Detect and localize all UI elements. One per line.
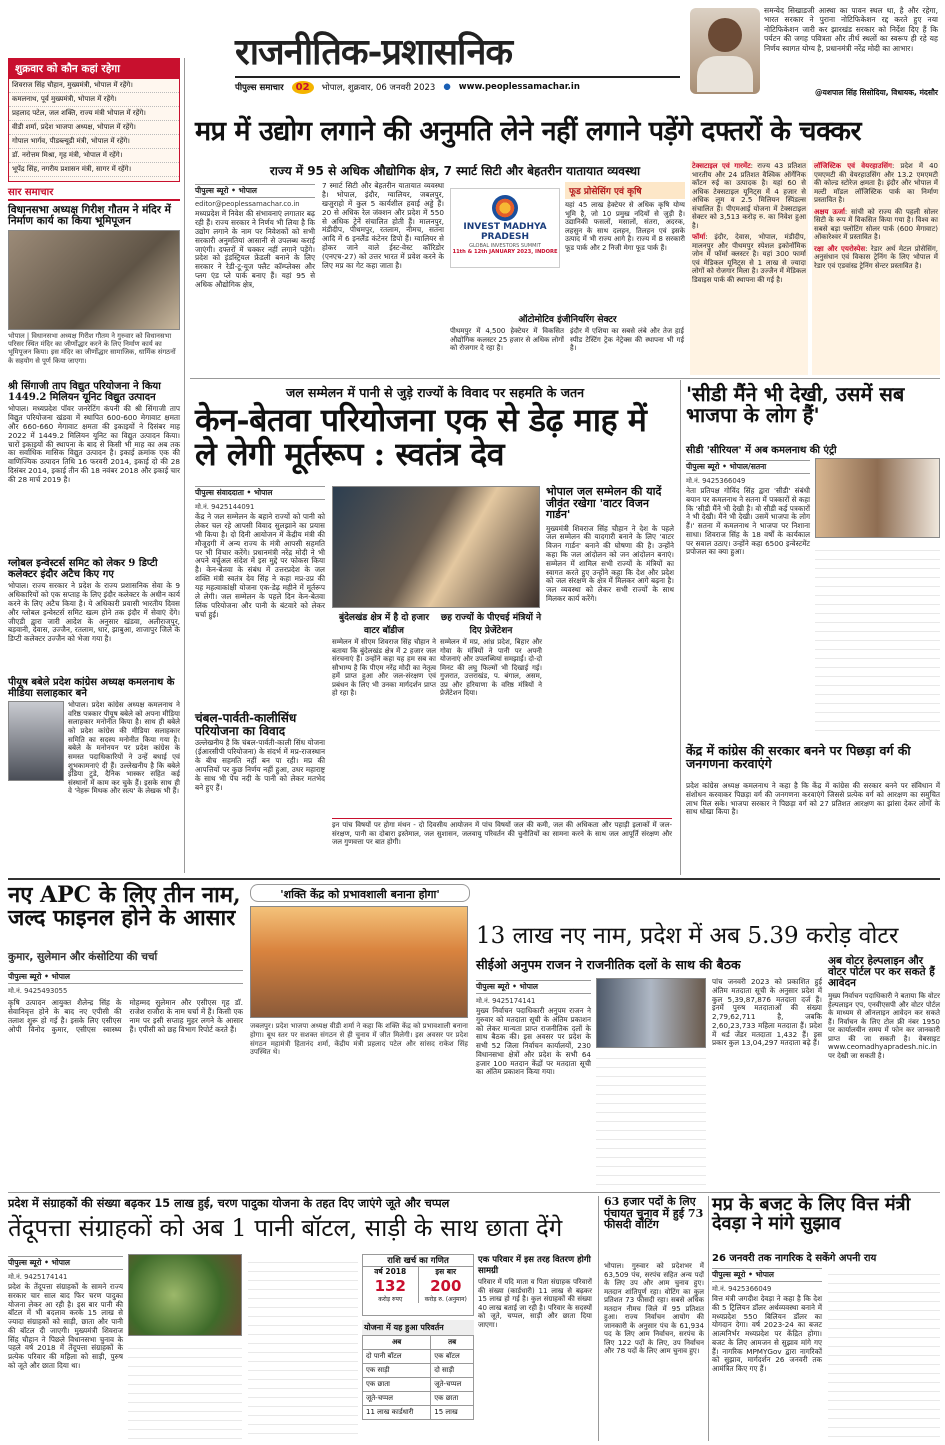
bundelkhand-title: बुंदेलखंड क्षेत्र में है दो हजार वाटर बॉडीज	[338, 613, 430, 636]
lead-col1	[195, 182, 315, 372]
divider-h	[8, 1192, 940, 1193]
ken-body1: केंद्र ने जल सम्मेलन के बहाने राज्यों को पानी को लेकर चल रहे आपसी विवाद सुलझाने का प्रयास भी किया है। दो दिनी आयोजन में केंद्रीय मंत्री की मौजूदगी में अन्य राज्य के मंत्री आपसी सहमति पर भी विचार करेंगे। प्रधानमंत्री नरेंद्र मोदी ने भी अपने वर्चुअल संदेश में इस मुद्दे पर फोकस किया है। केन-बेतवा के संबंध में उत्तरप्रदेश के जल शक्ति मंत्री स्वतंत्र देव सिंह ने कहा मप्र-उप्र की यह महत्वाकांक्षी योजना एक-डेढ़ महीने में मूर्तरूप ले लेगी। जल सम्मेलन के पहले दिन केन-बेतवा लिंक परियोजना और पानी के बंटवारे को लेकर चर्चा हुई।	[195, 512, 325, 619]
saar-s1-photo	[8, 230, 180, 330]
friday-box	[8, 58, 180, 182]
voter-photo	[596, 978, 706, 1048]
cd-body2: प्रदेश कांग्रेस अध्यक्ष कमलनाथ ने कहा है कि केंद्र में कांग्रेस की सरकार बनने पर संविधान में संशोधन करवाकर पिछड़ा वर्ग की जनगणना करवाएंगे जिससे प्रत्येक वर्ग को आरक्षण का समुचित लाभ मिल सके। भाजपा सरकार ने पिछड़ा वर्ग को 27 प्रतिशत आरक्षण का झांसा देकर लोगों के साथ धोखा किया है।	[686, 781, 940, 817]
sammelan-body: मुख्यमंत्री शिवराज सिंह चौहान ने देश के पहले जल सम्मेलन की यादगारी बनाने के लिए 'वाटर विजन गार्डन' बनाने की घोषणा की है। उन्होंने कहा कि जल आंदोलन को जन आंदोलन बनाएं। सम्मेलन में शामिल सभी राज्यों के मंत्रियों का स्वागत करते हुए उन्होंने कहा कि देश और प्रदेश को जल संरक्षण के क्षेत्र में मिलकर आगे बढ़ना है। जल व्यवस्था को लेकर सभी राज्यों के साथ मिलकर कार्य करेंगे।	[546, 523, 674, 603]
cost-now-unit: करोड़ रु. (अनुमान)	[424, 1296, 467, 1303]
quote-text: समन्वेद सिखाडजी आस्था का पावन स्थल था, है और रहेगा, भारत सरकार ने पुराना नोटिफिकेशन रद्द करते हुए नया नोटिफिकेशन जारी कर झारखंड सरकार को निर्देश दिए हैं कि पर्यटन की जगह पवित्रता और तीर्थ स्थलों का स्वरूप ही रहे यह निर्णय स्वागत योग्य है, प्रधानमंत्री नरेंद्र मोदी का आभार।	[764, 6, 938, 53]
budget-subhead: 26 जनवरी तक नागरिक दे सकेंगे अपनी राय	[712, 1253, 877, 1264]
quote-photo	[690, 8, 760, 94]
list-item: गोपाल भार्गव, पीडब्ल्यूडी मंत्री, भोपाल में रहेंगे।	[9, 135, 179, 149]
friday-list	[9, 79, 179, 177]
helpline-body: मुख्य निर्वाचन पदाधिकारी ने बताया कि वोटर हेल्पलाइन एप, एनवीएसपी और वोटर पोर्टल के माध्यम से ऑनलाइन आवेदन कर सकते हैं। निर्वाचन के लिए टोल फ्री नंबर 1950 पर कार्यालयीन समय में फोन कर जानकारी प्राप्त की जा सकती है। वेबसाइट www.ceomadhyapradesh.nic.in पर देखी जा सकती है।	[828, 992, 940, 1060]
table-row: जूते-चप्पल एक छाता	[363, 1392, 474, 1406]
byline: पीपुल्स ब्यूरो • भोपाल	[476, 980, 591, 994]
voter-headline: 13 लाख नए नाम, प्रदेश में अब 5.39 करोड़ वोटर	[476, 923, 899, 949]
cost-year-label: वर्ष 2018	[374, 1267, 407, 1276]
auto-body-left: पीथमपुर में 4,500 हेक्टेयर में विकसित औद्योगिक कलस्टर 25 हजार से अधिक लोगों को रोजगार दे रहा है।	[450, 327, 564, 353]
food-title: फूड प्रोसेसिंग एवं कृषि	[565, 182, 685, 199]
cost-table-title: राशि खर्च का गणित	[363, 1255, 473, 1267]
bundelkhand-box	[332, 610, 436, 740]
aero-body: : रेडार अर्थ मेटल प्रोसेसिंग, अनुसंधान एवं विकास ट्रेनिंग के लिए भोपाल में रेडार एवं एडवांस्ड ट्रेनिंग सेन्टर प्रस्तावित है।	[814, 244, 938, 270]
six-states-body: सम्मेलन में मप्र, आंध्र प्रदेश, बिहार और गोवा के मंत्रियों ने पानी पर अपनी योजनाएं और उपलब्धियां समझाईं। दो-दो मिनट की लघु फिल्मों भी दिखाई गई। गुजरात, उत्तराखंड, प. बंगाल, असम, उप्र और हरियाणा के वरिष्ठ मंत्रियों ने प्रेजेंटेशन दिया।	[440, 638, 543, 698]
cost-now-value: 200	[430, 1277, 462, 1295]
quote-author: @यशपाल सिंह सिसोदिया, विधायक, मंदसौर	[815, 88, 938, 97]
dateline: भोपाल, शुक्रवार, 06 जनवरी 2023	[321, 82, 436, 93]
six-states-box	[440, 610, 542, 740]
cd-col	[686, 458, 810, 738]
cost-table-box	[362, 1254, 474, 1316]
panchayat-headline: 63 हजार पदों के लिए पंचायत चुनाव में हुई 73 फीसदी वोटिंग	[604, 1195, 704, 1232]
voter-body2: पांच जनवरी 2023 को प्रकाशित हुई अंतिम मतदाता सूची के अनुसार प्रदेश में कुल 5,39,87,876 मतदाता दर्ज हैं। इनमें पुरुष मतदाताओं की संख्या 2,79,62,711 है, जबकि 2,60,23,733 महिला मतदाता हैं। प्रदेश में थर्ड जेंडर मतदाता 1,432 हैं। इस प्रकार कुल 13,04,297 मतदाता बढ़े हैं।	[712, 977, 822, 1048]
apc-col	[8, 968, 243, 1188]
page-number: 02	[292, 81, 314, 94]
saar-label: सार समाचार	[8, 184, 180, 201]
table-header: अब	[363, 1336, 431, 1350]
shakti-photo	[250, 906, 468, 1018]
apc-headline: नए APC के लिए तीन नाम, जल्द फाइनल होने के आसार	[8, 882, 241, 932]
divider-h	[8, 878, 940, 880]
lead-email[interactable]: editor@peoplessamachar.co.in	[195, 200, 300, 208]
cd-headline: 'सीडी मैंने भी देखी, उसमें सब भाजपा के लोग हैं'	[686, 382, 905, 427]
six-states-title: छह राज्यों के पीएचई मंत्रियों ने दिए प्रेजेंटेशन	[440, 613, 542, 636]
saar-s3-title: ग्लोबल इन्वेस्टर्स समिट को लेकर 9 डिप्टी कलेक्टर इंदौर अटैच किए गए	[8, 558, 158, 580]
cd-subhead2: केंद्र में कांग्रेस की सरकार बनने पर पिछड़ा वर्ग की जनगणना करवाएंगे	[686, 743, 911, 772]
saar-column	[8, 184, 180, 874]
column-divider	[598, 1196, 599, 1441]
lead-subhead: राज्य में 95 से अधिक औद्योगिक क्षेत्र, 7 स्मार्ट सिटी और बेहतरीन यातायात व्यवस्था	[269, 164, 641, 178]
aero-tag: रक्षा और एयरोस्पेस	[814, 244, 866, 253]
invest-logo-text: INVEST MADHYA PRADESH	[463, 222, 547, 242]
section-title: राजनीतिक-प्रशासनिक	[235, 31, 513, 73]
shakti-caption: जबलपुर। प्रदेश भाजपा अध्यक्ष वीडी शर्मा ने कहा कि शक्ति केंद्र को प्रभावशाली बनाना होगा। बूथ स्तर पर सशक्त संगठन से ही चुनाव में जीत मिलेगी। इस अवसर पर प्रदेश संगठन महामंत्री हितानंद शर्मा, केंद्रीय मंत्री प्रहलाद पटेल और सांसद राकेश सिंह उपस्थित थे।	[250, 1022, 468, 1057]
budget-col	[712, 1266, 822, 1441]
budget-body: वित्त मंत्री जगदीश देवड़ा ने कहा है कि देश की 5 ट्रिलियन डॉलर अर्थव्यवस्था बनाने में मध्यप्रदेश 550 बिलियन डॉलर का योगदान देगा। वर्ष 2023-24 का बजट आत्मनिर्भर मध्यप्रदेश पर केंद्रित होगा। बजट के लिए आमजन से सुझाव मांगे गए हैं। नागरिक MPMYGov द्वारा नागरिकों को सुझाव, मार्गदर्शन 26 जनवरी तक आमंत्रित किए गए हैं।	[712, 1294, 822, 1374]
lead-body2: 7 स्मार्ट सिटी और बेहतरीन यातायात व्यवस्था है। भोपाल, इंदौर, ग्वालियर, जबलपुर, खजुराहो में कुल 5 कार्यशील हवाई अड्डे हैं। 20 से अधिक रेल जंक्शन और प्रदेश में 550 से अधिक ट्रेनें संचालित होती हैं। मालनपुर, मंडीदीप, पीथमपुर, रतलाम, नीमच, सतना आदि में 6 इनलैंड कंटेनर डिपो हैं। ग्वालियर से होकर जाने वाले ईस्ट-वेस्ट कॉरिडोर (एनएच-27) को उत्तर भारत में प्रवेश करने के लिए मप्र का गेट कहा जाता है।	[322, 181, 444, 271]
voter-subhead: सीईओ अनुपम राजन ने राजनीतिक दलों के साथ की बैठक	[476, 957, 741, 972]
cd-body: नेता प्रतिपक्ष गोविंद सिंह द्वारा 'सीडी' संबंधी बयान पर कमलनाथ ने सतना में पत्रकारों से कहा कि 'सीडी मैंने भी देखी है। वो सीडी कई पत्रकारों ने भी देखी। मैंने भी देखी। उसमें भाजपा के लोग हैं।' सतना में कमलनाथ ने भाजपा पर निशाना साधा। शिवराज सिंह के 18 वर्षों के कार्यकाल पर सवाल उठाए। उन्होंने कहा 6500 इन्वेस्टमेंट प्रपोजल का क्या हुआ।	[686, 486, 810, 557]
lead-body1: मध्यप्रदेश में निवेश की संभावनाएं लगातार बढ़ रही हैं। राज्य सरकार ने निर्णय भी लिया है कि उद्योग लगाने के नाम पर निवेशकों को सभी सरकारी अनुमतियां आसानी से उपलब्ध कराई जाएंगी। दफ्तरों में चक्कर नहीं लगाने पड़ेंगे। प्रदेश को इंडस्ट्रियल फ्रेंडली बनाने के लिए सरकार ने रेडी-टू-यूज फ्लैट कॉम्प्लेक्स और प्लग एंड प्ले पार्क बनाए हैं। यहां 95 से अधिक औद्योगिक क्षेत्र,	[195, 209, 315, 290]
auto-box	[450, 312, 685, 372]
energy-tag: अक्षय ऊर्जा	[814, 207, 845, 216]
cd-body-cont	[815, 542, 940, 738]
saar-s4-photo	[8, 701, 64, 781]
tendu-headline: तेंदूपत्ता संग्राहकों को अब 1 पानी बॉटल, साड़ी के साथ छाता देंगे	[8, 1214, 563, 1242]
saar-s3-body: भोपाल। राज्य सरकार ने प्रदेश के राज्य प्रशासनिक सेवा के 9 अधिकारियों को एक सप्ताह के लिए इंदौर कलेक्टर के अधीन कार्य करने के लिए अटैच किया है। ये अधिकारी प्रवासी भारतीय दिवस और ग्लोबल इन्वेस्टर्स समिट खत्म होने तक इंदौर में सेवाएं देंगे। जीएडी द्वारा जारी आदेश के अनुसार खंडवा, अलीराजपुर, बड़वानी, देवास, उज्जैन, रतलाम, धार, झाबुआ, शाजापुर जिले के डिप्टी कलेक्टर उज्जैन को भेजा गया है।	[8, 581, 180, 644]
voter-col1	[476, 978, 591, 1188]
ken-footnote: इन पांच विषयों पर होगा मंथन - दो दिवसीय आयोजन में पांच विषयों जल की कमी, जल की अधिकता और पहाड़ी इलाकों में जल-संरक्षण, पानी का दोबारा इस्तेमाल, जल सुशासन, जलवायु परिवर्तन की चुनौतियों का सामना करने के साथ जल आपूर्ति संरक्षण और जल गुणवत्ता पर बात होगी।	[332, 818, 672, 872]
auto-title: ऑटोमोटिव इंजीनियरिंग सेक्टर	[518, 315, 617, 325]
table-row: दो पानी बॉटल एक बॉटल	[363, 1350, 474, 1364]
list-item: भूपेंद्र सिंह, नगरीय प्रशासन मंत्री, सागर में रहेंगे।	[9, 163, 179, 177]
sector-col-1	[690, 160, 808, 375]
bhopal-sammelan	[546, 486, 674, 816]
lead-headline: मप्र में उद्योग लगाने की अनुमति लेने नहीं लगाने पड़ेंगे दफ्तरों के चक्कर	[195, 116, 862, 147]
bundelkhand-body: सम्मेलन में सीएम शिवराज सिंह चौहान ने बताया कि बुंदेलखंड क्षेत्र में 2 हजार जल संरचनाएं हैं। उन्होंने कहा यह हम सब का सौभाग्य है कि पीएम नरेंद्र मोदी का नेतृत्व हमें प्राप्त हुआ और जल-संरक्षण एवं प्रबंधन के लिए भी उनका मार्गदर्शन प्राप्त हो रहा है।	[332, 638, 436, 698]
energy-body: : सांची को राज्य की पहली सोलर सिटी के रूप में विकसित किया गया है। विश्व का सबसे बड़ा फ्लोटिंग सोलर पार्क (600 मेगावाट) ओंकारेश्वर में प्रस्तावित है।	[814, 207, 938, 242]
table-row: एक साड़ी दो साड़ी	[363, 1364, 474, 1378]
voter-mobile: मो.नं. 9425174141	[476, 997, 536, 1005]
divider-h	[190, 378, 940, 379]
textile-tag: टेक्सटाइल एवं गारमेंट	[692, 162, 751, 170]
saar-s2-title: श्री सिंगाजी ताप विद्युत परियोजना ने किया 1449.2 मिलियन यूनिट विद्युत उत्पादन	[8, 381, 161, 403]
budget-body-cont	[828, 1266, 940, 1441]
invest-dates: 11th & 12th JANUARY 2023, INDORE	[452, 248, 558, 255]
tendu-photo	[128, 1254, 242, 1336]
tendu-kicker: प्रदेश में संग्राहकों की संख्या बढ़कर 15 लाख हुई, चरण पादुका योजना के तहत दिए जाएंगे जूते और चप्पल	[8, 1197, 450, 1210]
byline: पीपुल्स ब्यूरो • भोपाल	[712, 1268, 822, 1282]
ken-headline: केन-बेतवा परियोजना एक से डेढ़ माह में ले लेगी मूर्तरूप : स्वतंत्र देव	[195, 401, 647, 473]
saar-s2-body: भोपाल। मध्यप्रदेश पॉवर जनरेटिंग कंपनी की श्री सिंगाजी ताप विद्युत परियोजना खंडवा में स्थापित 600-600 मेगावाट क्षमता और 660-660 मेगावाट क्षमता की इकाइयों ने दिसंबर माह 2022 में 1449.2 मिलियन यूनिट का विद्युत उत्पादन किया। चारों इकाइयों की स्थापना के बाद से किसी भी माह का अब तक का सर्वाधिक मासिक विद्युत उत्पादन है। इकाई क्रमांक एक की वाणिज्यिक उत्पादन तिथि 16 फरवरी 2014, इकाई दो की 28 दिसंबर 2014, इकाई तीन की 18 नवंबर 2018 और इकाई चार की 28 मार्च 2019 है।	[8, 404, 180, 485]
ken-mobile: मो.नं. 9425144091	[195, 503, 255, 511]
invest-sub: GLOBAL INVESTORS SUMMIT	[469, 242, 541, 249]
dateline-bar	[235, 76, 680, 96]
byline: पीपुल्स ब्यूरो • भोपाल/सतना	[686, 460, 810, 474]
table-row: एक छाता जूते-चप्पल	[363, 1378, 474, 1392]
list-item: प्रहलाद पटेल, जल शक्ति, राज्य मंत्री भोपाल में रहेंगे।	[9, 107, 179, 121]
changes-table	[362, 1335, 474, 1420]
saar-s1-title: विधानसभा अध्यक्ष गिरीश गौतम ने मंदिर में निर्माण कार्य का किया भूमिपूजन	[8, 204, 171, 228]
voter-body: मुख्य निर्वाचन पदाधिकारी अनुपम राजन ने गुरुवार को मतदाता सूची के अंतिम प्रकाशन को लेकर मान्यता प्राप्त राजनीतिक दलों के साथ बैठक की। इस अवसर पर प्रदेश के सभी 52 जिला निर्वाचन कार्यालयों, 230 विधानसभा क्षेत्रों और प्रदेश के सभी 64 हजार 100 मतदान केंद्रों पर मतदाता सूची का अंतिम प्रकाशन किया गया।	[476, 1006, 591, 1077]
ken-photo	[332, 486, 540, 608]
tendu-mobile: मो.नं. 9425174141	[8, 1273, 68, 1281]
tendu-body-mid	[128, 1340, 242, 1440]
voter-body-mid	[596, 1050, 706, 1188]
family-title: एक परिवार में इस तरह वितरण होगी सामग्री	[478, 1255, 591, 1276]
column-divider	[184, 58, 185, 873]
helpline-title: अब वोटर हेल्पलाइन और वोटर पोर्टल पर कर सकते हैं आवेदन	[828, 955, 935, 990]
table-row: 11 लाख कार्डधारी 15 लाख	[363, 1406, 474, 1420]
textile-body: : राज्य 43 प्रतिशत भारतीय और 24 प्रतिशत वैश्विक ऑर्गेनिक कॉटन रुई का उत्पादक है। यहां 60 से अधिक टेक्सटाइल यूनिट्स में 4 हजार से अधिक लूम व 2.5 मिलियन स्पिंडल्स संचालित हैं। पीएमआई योजना में टेक्सटाइल सेक्टर को 3,513 करोड़ रु. का निवेश हुआ है।	[692, 162, 806, 230]
food-body: यहां 45 लाख हेक्टेयर से अधिक कृषि योग्य भूमि है, जो 10 प्रमुख नदियों से जुड़ी है। उद्यानिकी फसलों, मसालों, संतरा, अदरक, लहसुन के साथ दलहन, तिलहन एवं इसके उत्पाद में भी राज्य आगे है। राज्य में 8 सरकारी फूड पार्क और 2 निजी मेगा फूड पार्क हैं।	[565, 201, 685, 252]
saar-s4-title: पीयूष बबेले प्रदेश कांग्रेस अध्यक्ष कमलनाथ के मीडिया सलाहकार बने	[8, 677, 175, 699]
friday-box-title: शुक्रवार को कौन कहां रहेगा	[9, 59, 179, 79]
tendu-body: प्रदेश के तेंदूपत्ता संग्राहकों के सामने राज्य सरकार चार साल बाद फिर चरण पादुका योजना लेकर आ रही है। इस बार पानी की बॉटल में भी बदलाव करके 15 लाख से ज्यादा संग्राहकों को साड़ी, छाता और पानी की बॉटल दी जाएगी। मुख्यमंत्री शिवराज सिंह चौहान ने पिछले विधानसभा चुनाव के पहले वर्ष 2018 में तेंदूपत्ता संग्राहकों के प्रत्येक परिवार की महिला को साड़ी, पुरुष को जूते और छाता दिया था।	[8, 1282, 123, 1371]
budget-headline: मप्र के बजट के लिए वित्त मंत्री देवड़ा ने मांगे सुझाव	[712, 1194, 911, 1234]
saar-s1-caption: भोपाल | विधानसभा अध्यक्ष गिरीश गौतम ने गुरुवार को विधानसभा परिसर स्थित मंदिर का जीर्णोद्धार करने के लिए निर्माण कार्य का भूमिपूजन किया। इस मंदिर का जीर्णोद्धार सामाजिक, धार्मिक संगठनों के सहयोग से पूर्ण किया जाएगा।	[8, 332, 176, 365]
family-body: परिवार में यदि माता व पिता संग्राहक परिवारों की संख्या (कार्डधारी) 11 लाख से बढ़कर 15 लाख हो गई है। कुल संग्राहकों की संख्या 40 लाख बताई जा रही है। परिवार के सदस्यों को जूते, चप्पल, साड़ी और छाता दिया जाएगा।	[478, 1278, 592, 1329]
ken-sub1: चंबल-पार्वती-कालीसिंध परियोजना का विवाद	[195, 711, 297, 738]
apc-mobile: मो.नं. 9425493055	[8, 987, 68, 995]
column-divider	[680, 380, 681, 875]
pharma-tag: फॉर्मा	[692, 233, 706, 242]
byline: पीपुल्स ब्यूरो • भोपाल	[8, 970, 243, 984]
byline: पीपुल्स ब्यूरो • भोपाल	[195, 184, 315, 198]
panchayat-body: भोपाल। गुरुवार को प्रदेशभर में 63,509 पंच, सरपंच सहित अन्य पदों के लिए उप और आम चुनाव हुए। मतदान शांतिपूर्ण रहा। वोटिंग का कुल प्रतिशत 73 फीसदी रहा। सबसे अधिक मतदान नीमच जिले में 95 प्रतिशत हुआ। राज्य निर्वाचन आयोग की जानकारी के अनुसार पंच के 61,934 पद के लिए आम निर्वाचन, सरपंच के लिए 122 पदों के लिए, उप निर्वाचन और 78 पदों के लिए आम चुनाव हुए।	[604, 1262, 704, 1356]
cost-year-unit: करोड़ रुपए	[378, 1296, 403, 1303]
apc-subhead: कुमार, सुलेमान और कंसोटिया की चर्चा	[8, 951, 158, 963]
ken-col1	[195, 484, 325, 874]
cd-subhead: सीडी 'सीरियल' में अब कमलनाथ की एंट्री	[686, 445, 837, 456]
cd-photo	[815, 458, 940, 538]
changes-table-box	[362, 1320, 474, 1440]
column-divider	[708, 1196, 709, 1441]
tendu-body-col3	[248, 1254, 358, 1440]
food-box	[565, 182, 685, 312]
tendu-col1	[8, 1254, 123, 1439]
mandala-icon	[492, 195, 518, 221]
auto-body-right: इंदौर में एशिया का सबसे लंबे और तेज हाई स्पीड टेस्टिंग ट्रेक नेट्रेक्स की स्थापना भी गई है।	[570, 327, 684, 353]
budget-mobile: मो.नं. 9425366049	[712, 1285, 772, 1293]
globe-icon: ●	[443, 82, 451, 92]
invest-logo-box	[450, 188, 560, 268]
person-icon	[708, 18, 742, 52]
apc-body: कृषि उत्पादन आयुक्त शैलेन्द्र सिंह के सेवानिवृत्त होने के बाद नए एपीसी की तलाश शुरू हो गई है। इसके लिए एसीएस ओपी विनोद कुमार, एसीएस स्वास्थ्य मोहम्मद सुलेमान और एसीएस गृह डॉ. राजेश राजौरा के नाम चर्चा में हैं। किसी एक नाम पर इसी सप्ताह मुहर लगने के आसार हैं। एपीसी को छह विभाग रिपोर्ट करते हैं।	[8, 998, 243, 1034]
publication-name: पीपुल्स समाचार	[235, 82, 284, 93]
sector-col-2	[812, 160, 940, 375]
cost-now-label: इस बार	[435, 1267, 457, 1276]
sammelan-headline: भोपाल जल सम्मेलन की यादें जीवंत रखेगा 'वाटर विजन गार्डन'	[546, 485, 662, 522]
list-item: वीडी शर्मा, प्रदेश भाजपा अध्यक्ष, भोपाल में रहेंगे।	[9, 121, 179, 135]
family-box	[478, 1254, 592, 1440]
saar-s4-body: भोपाल। प्रदेश कांग्रेस अध्यक्ष कमलनाथ ने वरिष्ठ पत्रकार पीयूष बबेले को अपना मीडिया सलाहकार मनोनीत किया है। साथ ही बबेले को प्रदेश कांग्रेस की मीडिया सलाहकार समिति का सदस्य मनोनीत किया गया है। बबेले के मनोनयन पर प्रदेश कांग्रेस के समस्त पदाधिकारियों ने उन्हें बधाई एवं शुभकामनाएं दी हैं। उल्लेखनीय है कि बबेले इंडिया टुडे, दैनिक भास्कर सहित कई संस्थानों में काम कर चुके हैं। इसके साथ ही वे 'नेहरू मिथक और सत्य' के लेखक भी हैं।	[68, 700, 180, 796]
changes-title: योजना में यह हुआ परिवर्तन	[362, 1320, 474, 1335]
shakti-headline: 'शक्ति केंद्र को प्रभावशाली बनाना होगा'	[250, 884, 470, 902]
list-item: शिवराज सिंह चौहान, मुख्यमंत्री, भोपाल में रहेंगे।	[9, 79, 179, 93]
website-link[interactable]: www.peoplessamachar.in	[458, 82, 580, 92]
list-item: कमलनाथ, पूर्व मुख्यमंत्री, भोपाल में रहेंगे।	[9, 93, 179, 107]
ken-sub1-body: उल्लेखनीय है कि चंबल-पार्वती-काली सिंध योजना (ईआरसीपी परियोजना) के संदर्भ में मप्र-राजस्थान के बीच सहमति नहीं बन पा रही। मप्र की आपत्तियों पर कुछ निर्णय नहीं हुआ, उधर महाराष्ट्र के साथ भी पेंच नदी के पानी को लेकर मतभेद बने हुए हैं।	[195, 738, 325, 792]
byline: पीपुल्स ब्यूरो • भोपाल	[8, 1256, 123, 1270]
logistics-body: : प्रदेश में 40 एमएमटी की वेयरहाउसिंग और 13.2 एमएमटी की कोल्ड स्टोरेज क्षमता है। इंदौर और भोपाल में मल्टी मॉडल लॉजिस्टिक पार्क का निर्माण प्रस्तावित है।	[814, 162, 938, 205]
logistics-tag: लॉजिस्टिक एवं वेयरहाउसिंग	[814, 162, 892, 170]
table-header: तब	[431, 1336, 474, 1350]
ken-kicker: जल सम्मेलन में पानी से जुड़े राज्यों के विवाद पर सहमति के जतन	[285, 385, 585, 400]
cost-year-value: 132	[374, 1277, 406, 1295]
cd-mobile: मो.नं. 9425366049	[686, 477, 746, 485]
list-item: डॉ. नरोत्तम मिश्रा, गृह मंत्री, भोपाल में रहेंगे।	[9, 149, 179, 163]
pharma-body: : इंदौर, देवास, भोपाल, मंडीदीप, मालनपुर और पीथमपुर स्पेशल इकोनॉमिक जोन में फॉर्मा क्लस्टर है। यहां 300 फार्मा एवं मेडिकल यूनिट्स से 1 लाख से ज्यादा लोगों को रोजगार मिला है। उज्जैन में मेडिकल डिवाइस पार्क की स्थापना की गई है।	[692, 233, 806, 284]
byline: पीपुल्स संवाददाता • भोपाल	[195, 486, 325, 500]
helpline-box	[828, 956, 940, 1188]
